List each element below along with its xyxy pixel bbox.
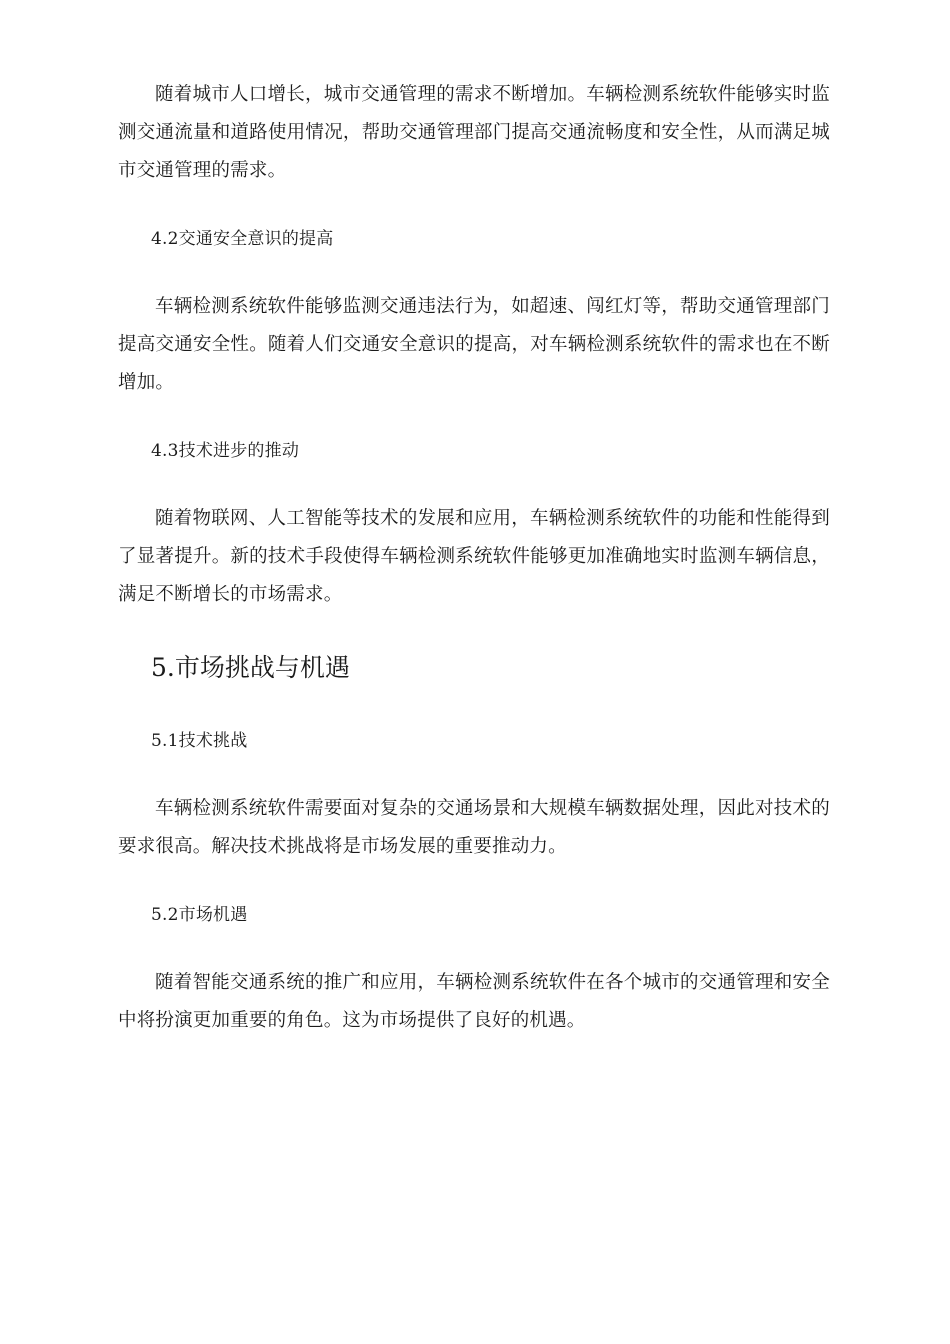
document-page	[118, 76, 830, 1040]
paragraph-market-opportunity: 随着智能交通系统的推广和应用，车辆检测系统软件在各个城市的交通管理和安全中将扮演更加重要的角色。这为市场提供了良好的机遇。	[118, 972, 830, 1031]
spacer	[118, 258, 830, 288]
subheading-5-1: 5.1技术挑战	[151, 731, 248, 751]
spacer	[118, 934, 830, 964]
spacer	[118, 402, 830, 432]
subheading-4-3: 4.3技术进步的推动	[151, 441, 300, 461]
spacer	[118, 688, 830, 722]
spacer	[118, 866, 830, 896]
spacer	[118, 470, 830, 500]
paragraph-traffic-safety: 车辆检测系统软件能够监测交通违法行为，如超速、闯红灯等，帮助交通管理部门提高交通安全性。随着人们交通安全意识的提高，对车辆检测系统软件的需求也在不断增加。	[118, 296, 830, 393]
section-title-5: 5.市场挑战与机遇	[151, 653, 350, 682]
spacer	[118, 190, 830, 220]
paragraph-tech-challenge: 车辆检测系统软件需要面对复杂的交通场景和大规模车辆数据处理，因此对技术的要求很高。解决技术挑战将是市场发展的重要推动力。	[118, 798, 830, 857]
paragraph-tech-progress: 随着物联网、人工智能等技术的发展和应用，车辆检测系统软件的功能和性能得到了显著提升。新的技术手段使得车辆检测系统软件能够更加准确地实时监测车辆信息，满足不断增长的市场需求。	[118, 508, 830, 605]
subheading-5-2: 5.2市场机遇	[151, 905, 248, 925]
spacer	[118, 614, 830, 648]
paragraph-urban-traffic-demand: 随着城市人口增长，城市交通管理的需求不断增加。车辆检测系统软件能够实时监测交通流量和道路使用情况，帮助交通管理部门提高交通流畅度和安全性，从而满足城市交通管理的需求。	[118, 84, 830, 181]
spacer	[118, 760, 830, 790]
subheading-4-2: 4.2交通安全意识的提高	[151, 229, 334, 249]
